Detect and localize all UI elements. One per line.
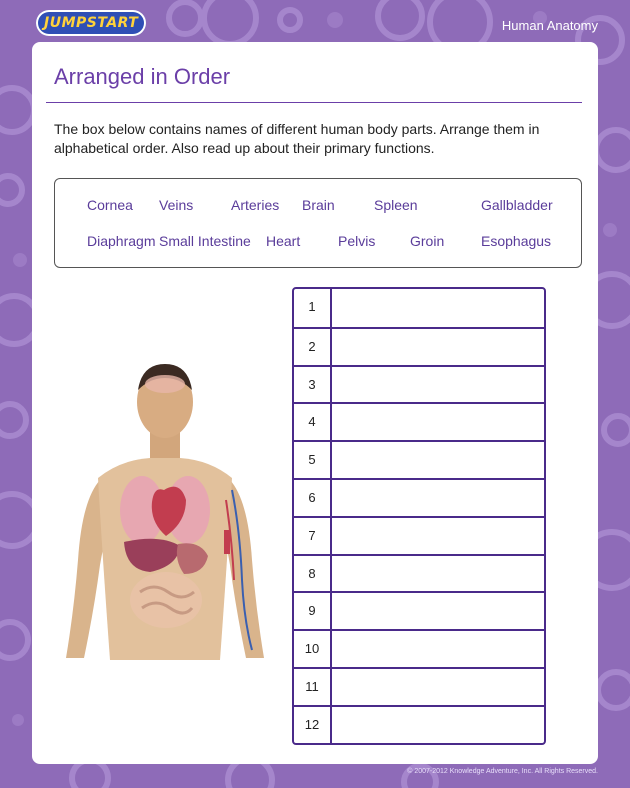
word-item: Heart [266,233,301,249]
table-row [294,440,544,478]
jumpstart-logo[interactable]: JUMPSTART [36,10,146,36]
row-number: 11 [294,669,332,705]
answer-field[interactable] [332,404,544,440]
worksheet-card [32,42,598,764]
table-row [294,591,544,629]
answer-field[interactable] [332,593,544,629]
word-item: Groin [410,233,445,249]
copyright-notice: © 2007-2012 Knowledge Adventure, Inc. All Rights Reserved. [407,768,598,775]
anatomy-figure-illustration [60,360,270,660]
title-divider [46,102,582,103]
row-number: 6 [294,480,332,516]
row-number: 4 [294,404,332,440]
instructions-text: The box below contains names of different human body parts. Arrange them in alphabetical order. Also read up about their primary functions. [54,121,540,156]
row-number: 5 [294,442,332,478]
word-item: Brain [302,197,335,213]
table-row [294,705,544,743]
answer-field[interactable] [332,367,544,403]
table-row [294,327,544,365]
table-row [294,402,544,440]
word-item: Diaphragm [87,233,156,249]
answer-field[interactable] [332,707,544,743]
row-number: 10 [294,631,332,667]
table-row [294,516,544,554]
worksheet-title: Arranged in Order [54,64,231,89]
word-item: Pelvis [338,233,376,249]
answer-field[interactable] [332,556,544,592]
table-row [294,289,544,327]
topic-label: Human Anatomy [501,18,598,33]
word-item: Esophagus [481,233,552,249]
table-row [294,554,544,592]
answer-field[interactable] [332,442,544,478]
answer-table [292,287,546,745]
row-number: 2 [294,329,332,365]
word-item: Gallbladder [481,197,553,213]
word-item: Veins [159,197,194,213]
table-row [294,478,544,516]
answer-field[interactable] [332,631,544,667]
word-item: Cornea [87,197,133,213]
table-row [294,667,544,705]
row-number: 12 [294,707,332,743]
word-item: Small Intestine [159,233,251,249]
table-row [294,629,544,667]
answer-field[interactable] [332,518,544,554]
answer-field[interactable] [332,289,544,327]
answer-field[interactable] [332,329,544,365]
table-row [294,365,544,403]
word-item: Arteries [231,197,280,213]
row-number: 7 [294,518,332,554]
answer-field[interactable] [332,480,544,516]
row-number: 3 [294,367,332,403]
row-number: 9 [294,593,332,629]
word-bank [54,178,582,268]
row-number: 1 [294,289,332,327]
word-item: Spleen [374,197,418,213]
answer-field[interactable] [332,669,544,705]
row-number: 8 [294,556,332,592]
